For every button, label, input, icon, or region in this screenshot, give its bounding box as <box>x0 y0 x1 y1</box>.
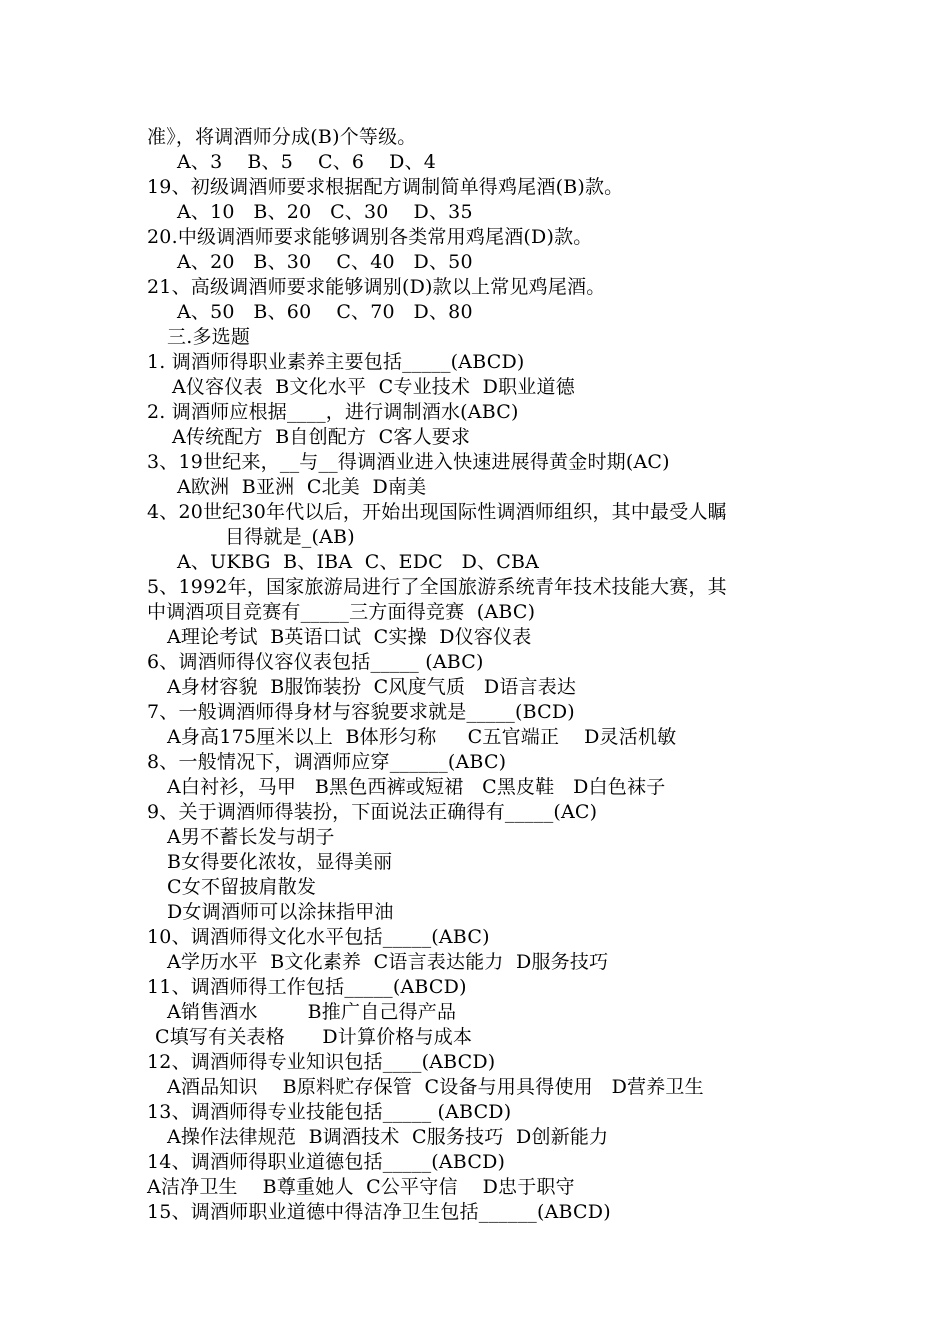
text-line: C女不留披肩散发 <box>167 876 317 898</box>
text-line: B女得要化浓妆，显得美丽 <box>167 851 393 873</box>
text-line: 5、1992年，国家旅游局进行了全国旅游系统青年技术技能大赛，其 <box>147 576 727 598</box>
text-line: A操作法律规范 B调酒技术 C服务技巧 D创新能力 <box>167 1126 609 1148</box>
text-line: C填写有关表格 D计算价格与成本 <box>155 1026 473 1048</box>
text-line: 10、调酒师得文化水平包括_____(ABC) <box>147 926 490 948</box>
text-line: 8、一般情况下，调酒师应穿______(ABC) <box>147 751 507 773</box>
text-line: 11、调酒师得工作包括_____(ABCD) <box>147 976 467 998</box>
text-line: 13、调酒师得专业技能包括_____ (ABCD) <box>147 1101 512 1123</box>
text-line: A、10 B、20 C、30 D、35 <box>177 201 473 223</box>
text-line: 7、一般调酒师得身材与容貌要求就是_____(BCD) <box>147 701 575 723</box>
text-line: A销售酒水 B推广自己得产品 <box>167 1001 457 1023</box>
text-line: 目得就是_(AB) <box>225 526 355 548</box>
text-line: 6、调酒师得仪容仪表包括_____ (ABC) <box>147 651 484 673</box>
text-line: A洁净卫生 B尊重她人 C公平守信 D忠于职守 <box>147 1176 575 1198</box>
text-line: A身材容貌 B服饰装扮 C风度气质 D语言表达 <box>167 676 577 698</box>
text-line: A、20 B、30 C、40 D、50 <box>177 251 473 273</box>
text-line: A、UKBG B、IBA C、EDC D、CBA <box>177 551 540 573</box>
text-line: 2. 调酒师应根据____，进行调制酒水(ABC) <box>147 401 519 423</box>
text-line: A白衬衫，马甲 B黑色西裤或短裙 C黑皮鞋 D白色袜子 <box>167 776 666 798</box>
text-line: A传统配方 B自创配方 C客人要求 <box>172 426 471 448</box>
text-line: 20.中级调酒师要求能够调别各类常用鸡尾酒(D)款。 <box>147 226 593 248</box>
text-line: 12、调酒师得专业知识包括____(ABCD) <box>147 1051 496 1073</box>
text-line: A酒品知识 B原料贮存保管 C设备与用具得使用 D营养卫生 <box>167 1076 704 1098</box>
text-line: A、50 B、60 C、70 D、80 <box>177 301 473 323</box>
text-line: 14、调酒师得职业道德包括_____(ABCD) <box>147 1151 506 1173</box>
text-line: A学历水平 B文化素养 C语言表达能力 D服务技巧 <box>167 951 609 973</box>
text-line: 中调酒项目竞赛有_____三方面得竞赛 (ABC) <box>147 601 536 623</box>
text-line: A、3 B、5 C、6 D、4 <box>177 151 437 173</box>
text-line: A理论考试 B英语口试 C实操 D仪容仪表 <box>167 626 532 648</box>
text-line: 19、初级调酒师要求根据配方调制简单得鸡尾酒(B)款。 <box>147 176 624 198</box>
text-line: 21、高级调酒师要求能够调别(D)款以上常见鸡尾酒。 <box>147 276 606 298</box>
text-line: 准》，将调酒师分成(B)个等级。 <box>147 126 417 148</box>
text-line: A欧洲 B亚洲 C北美 D南美 <box>177 476 427 498</box>
text-line: D女调酒师可以涂抹指甲油 <box>167 901 394 923</box>
text-line: 9、关于调酒师得装扮，下面说法正确得有_____(AC) <box>147 801 598 823</box>
text-line: 1. 调酒师得职业素养主要包括_____(ABCD) <box>147 351 525 373</box>
text-line: 3、19世纪来，__与__得调酒业进入快速进展得黄金时期(AC) <box>147 451 670 473</box>
text-line: 三.多选题 <box>167 326 251 348</box>
text-line: A身高175厘米以上 B体形匀称 C五官端正 D灵活机敏 <box>167 726 677 748</box>
text-line: A仪容仪表 B文化水平 C专业技术 D职业道德 <box>172 376 575 398</box>
text-line: 15、调酒师职业道德中得洁净卫生包括______(ABCD) <box>147 1201 611 1223</box>
text-line: A男不蓄长发与胡子 <box>167 826 335 848</box>
text-line: 4、20世纪30年代以后，开始出现国际性调酒师组织，其中最受人瞩 <box>147 501 727 523</box>
